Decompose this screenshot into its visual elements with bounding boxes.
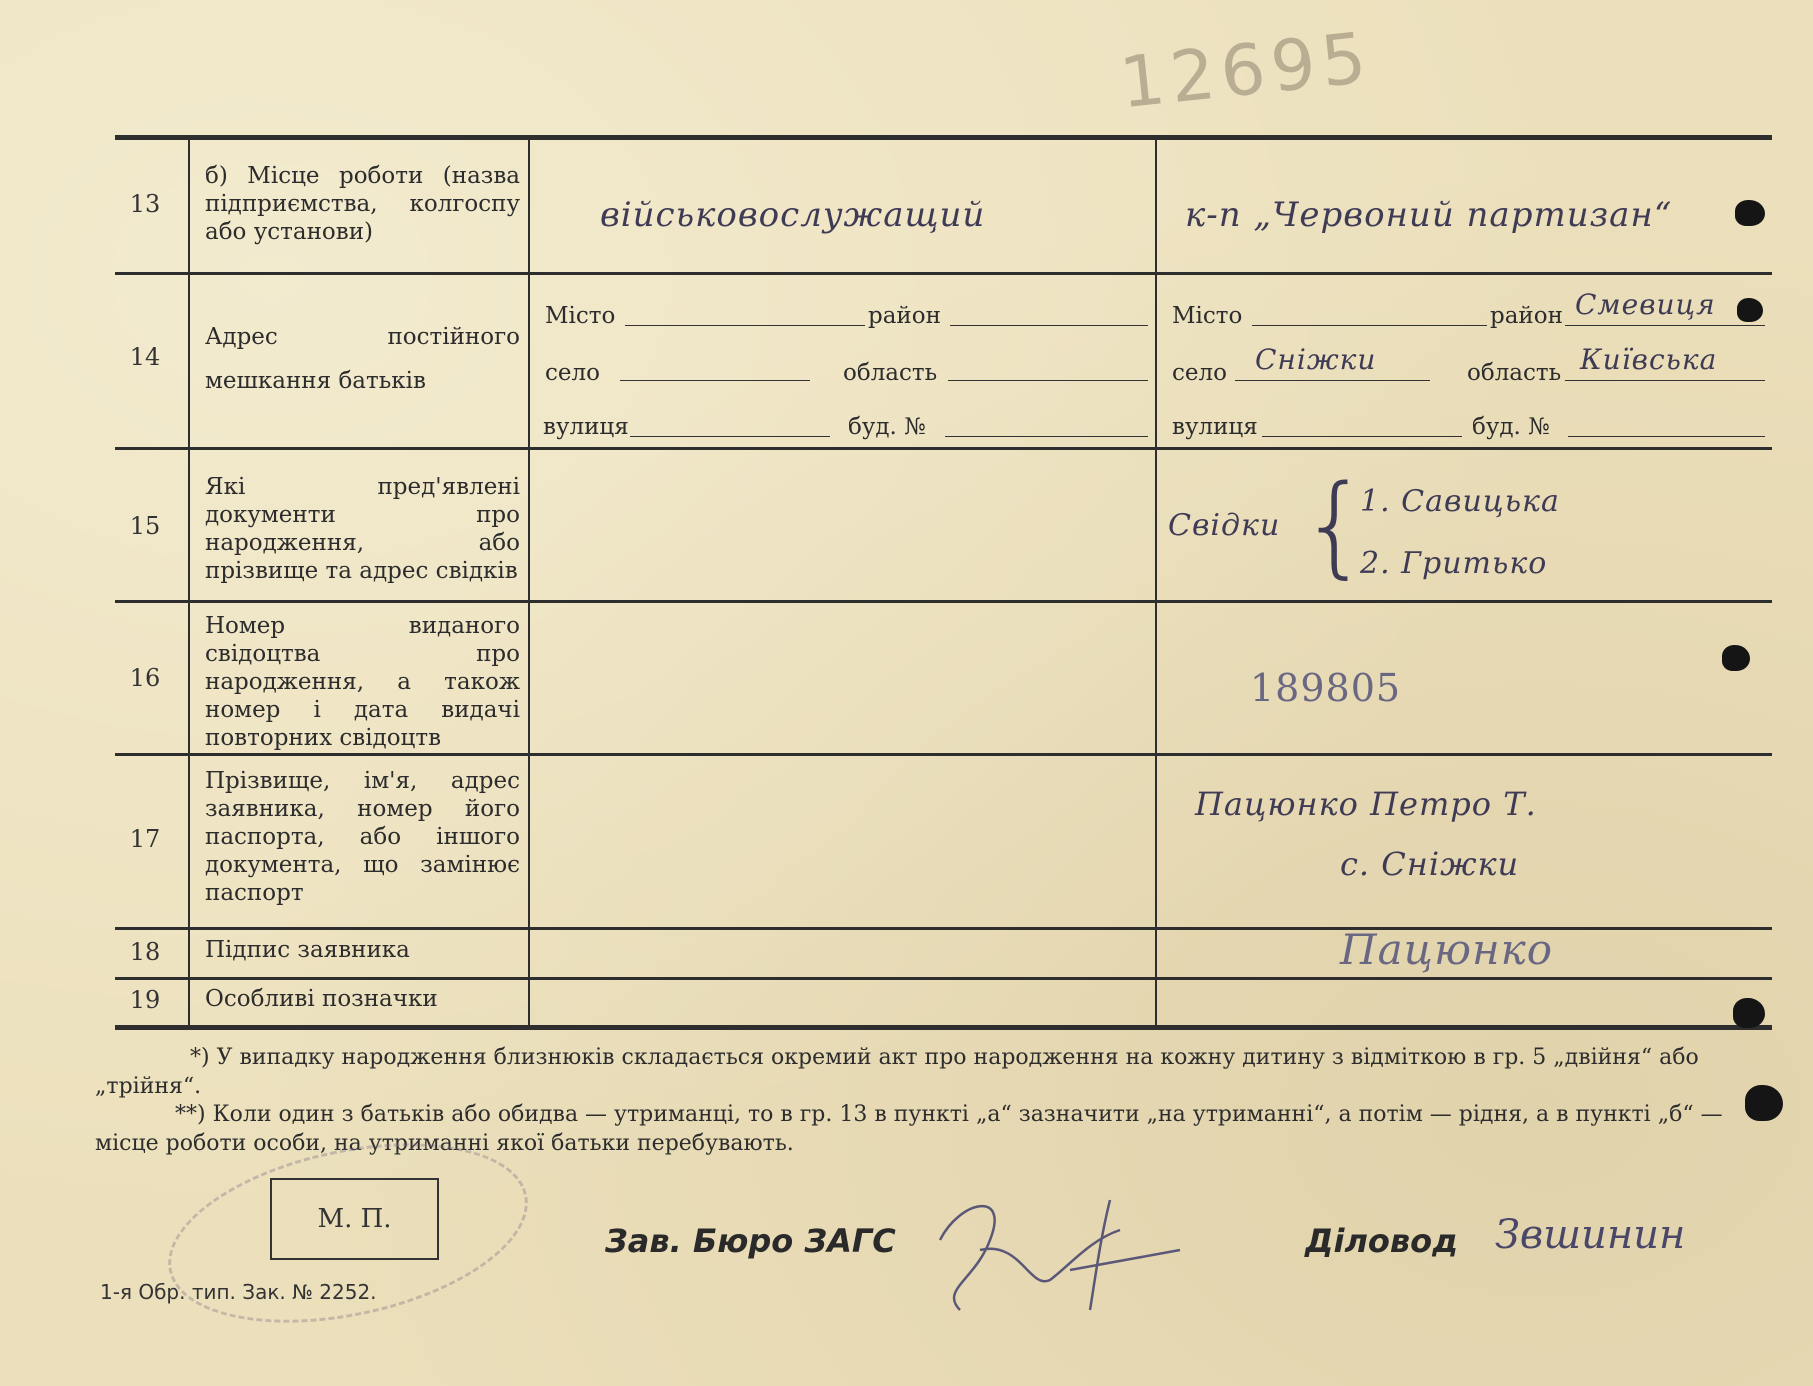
ink-blot: [1722, 645, 1750, 671]
table-bottom-rule: [115, 1025, 1772, 1030]
address-house-label: буд. №: [848, 414, 926, 440]
footnote-dependents: **) Коли один з батьків або обидва — утриманці, то в гр. 13 в пункті „а“ зазначити „на утриманні“, а потім — рідня, а в пункті „б“ — місце роботи особи, на утриманні якої батьки перебувають.: [95, 1102, 1723, 1156]
row-divider: [115, 977, 1772, 980]
row-divider: [115, 600, 1772, 603]
printer-mark: 1-я Обр. тип. Зак. № 2252.: [100, 1280, 377, 1304]
address-line: [1252, 325, 1487, 326]
address-line: [1565, 325, 1765, 326]
row-divider: [115, 272, 1772, 275]
column-divider: [528, 140, 530, 1025]
row-label: Особливі позначки: [205, 986, 438, 1012]
column-divider: [1155, 140, 1157, 1025]
row-divider: [115, 447, 1772, 450]
handwritten-workplace-father: військовослужащий: [600, 195, 986, 235]
row-label: Які пред'явлені документи про народження, або прізвище та адрес свідків: [205, 474, 520, 584]
address-region-label: область: [1467, 360, 1562, 386]
handwritten-village: Сніжки: [1255, 343, 1377, 376]
address-line: [630, 436, 830, 437]
handwritten-workplace-mother: к-п „Червоний партизан“: [1185, 195, 1673, 235]
ink-blot: [1745, 1085, 1783, 1121]
address-line: [1235, 380, 1430, 381]
row-label: Номер виданого свідоцтва про народження, а також номер і дата видачі повторних свідоцтв: [205, 613, 520, 751]
address-district-label: район: [868, 303, 941, 329]
address-district-label: район: [1490, 303, 1563, 329]
address-line: [620, 380, 810, 381]
footnote-twins: *) У випадку народження близнюків складається окремий акт про народження на кожну дитину з відміткою в гр. 5 „двійня“ або „трійня“.: [95, 1045, 1699, 1099]
row-number: 17: [129, 825, 161, 853]
handwritten-certificate-number: 189805: [1250, 666, 1402, 710]
address-village-label: село: [1172, 360, 1227, 386]
column-divider: [188, 140, 190, 1025]
handwritten-witness-2: 2. Гритько: [1360, 546, 1548, 581]
row-label: Прізвище, ім'я, адрес заявника, номер його паспорта, або іншого документа, що замінює паспорт: [205, 768, 520, 906]
address-house-label: буд. №: [1472, 414, 1550, 440]
row-number: 13: [129, 190, 161, 218]
row-divider: [115, 753, 1772, 756]
head-of-registry-label: Зав. Бюро ЗАГС: [605, 1222, 896, 1260]
address-line: [1262, 436, 1462, 437]
address-city-label: Місто: [545, 303, 616, 329]
ink-blot: [1737, 298, 1763, 322]
address-line: [948, 380, 1148, 381]
clerk-label: Діловод: [1305, 1222, 1458, 1260]
address-street-label: вулиця: [1172, 414, 1258, 440]
row-number: 16: [129, 664, 161, 692]
table-top-rule: [115, 135, 1772, 140]
address-village-label: село: [545, 360, 600, 386]
archive-number: 12695: [1115, 16, 1376, 125]
handwritten-applicant-name: Пацюнко Петро Т.: [1195, 785, 1537, 823]
address-line: [1568, 436, 1765, 437]
handwritten-witnesses-prefix: Свідки: [1168, 508, 1281, 543]
address-line: [950, 325, 1148, 326]
address-line: [1565, 380, 1765, 381]
address-line: [625, 325, 865, 326]
row-label: Адрес постійного мешкання батьків: [205, 324, 520, 394]
handwritten-witness-1: 1. Савицька: [1360, 484, 1560, 519]
ink-blot: [1733, 998, 1765, 1028]
stamp-place-box: М. П.: [270, 1178, 439, 1260]
row-label: Підпис заявника: [205, 937, 410, 963]
handwritten-applicant-address: с. Сніжки: [1340, 845, 1520, 883]
address-street-label: вулиця: [543, 414, 629, 440]
brace-icon: {: [1300, 461, 1370, 589]
row-number: 18: [129, 938, 161, 966]
applicant-signature: Пацюнко: [1340, 925, 1553, 974]
row-number: 14: [129, 343, 161, 371]
head-signature: [920, 1180, 1200, 1330]
address-line: [945, 436, 1148, 437]
clerk-signature: Звшинин: [1495, 1212, 1686, 1258]
handwritten-region: Київська: [1580, 343, 1718, 376]
ink-blot: [1735, 200, 1765, 226]
address-city-label: Місто: [1172, 303, 1243, 329]
row-number: 19: [129, 986, 161, 1014]
handwritten-district: Смевиця: [1575, 288, 1716, 321]
row-number: 15: [129, 512, 161, 540]
address-region-label: область: [843, 360, 938, 386]
row-label: б) Місце роботи (назва підприємства, колгоспу або установи): [205, 163, 520, 245]
